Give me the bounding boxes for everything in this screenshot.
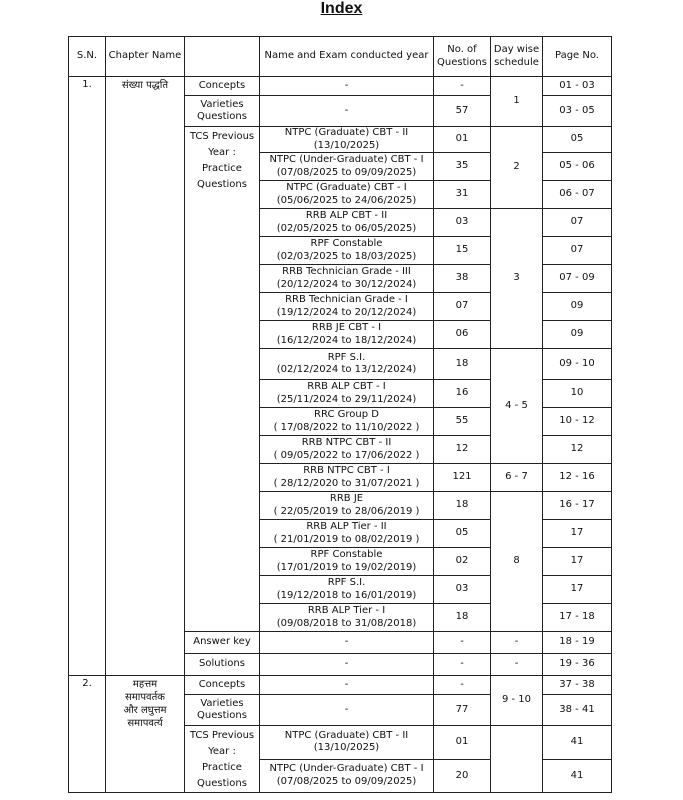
day-schedule: 1: [491, 77, 543, 127]
exam-name-line: (02/12/2024 to 13/12/2024): [276, 364, 417, 375]
question-count: 18: [434, 492, 491, 520]
question-count: 38: [434, 265, 491, 293]
header-sn: S.N.: [69, 37, 106, 77]
exam-name-line: (07/08/2025 to 09/09/2025): [276, 166, 417, 178]
exam-name-line: (13/10/2025): [313, 139, 380, 151]
exam-name-line: (20/12/2024 to 30/12/2024): [276, 278, 417, 290]
chapter-name-line: समापवर्त्य: [127, 718, 163, 729]
exam-name: [260, 604, 434, 632]
page-number: 07 - 09: [543, 265, 612, 293]
exam-name-line: RRB ALP CBT - II: [305, 210, 388, 221]
question-count: 12: [434, 436, 491, 464]
question-count: 31: [434, 181, 491, 209]
exam-name-line: (25/11/2024 to 29/11/2024): [276, 393, 417, 405]
page-number: 41: [543, 726, 612, 760]
question-count: 05: [434, 520, 491, 548]
question-count: 03: [434, 576, 491, 604]
section-label: Varieties Questions: [185, 96, 260, 127]
question-count: 18: [434, 604, 491, 632]
exam-name: [260, 321, 434, 349]
page-number: 12 - 16: [543, 464, 612, 492]
day-schedule: 3: [491, 209, 543, 349]
day-schedule: 6 - 7: [491, 464, 543, 492]
page-number: 07: [543, 237, 612, 265]
page-number: 09: [543, 293, 612, 321]
question-count: 77: [434, 695, 491, 726]
exam-name-line: (07/08/2025 to 09/09/2025): [276, 775, 417, 787]
question-count: -: [434, 632, 491, 654]
page-number: 17 - 18: [543, 604, 612, 632]
page-number: 41: [543, 759, 612, 793]
chapter-name: [106, 77, 185, 676]
exam-name-line: ( 17/08/2022 to 11/10/2022 ): [273, 421, 420, 433]
page-number: 10: [543, 380, 612, 408]
exam-name-line: RRB JE CBT - I: [311, 322, 382, 333]
question-count: 03: [434, 209, 491, 237]
exam-name-line: -: [344, 703, 349, 715]
exam-name: [260, 548, 434, 576]
exam-name-line: RRB JE: [329, 493, 364, 504]
exam-name: [260, 576, 434, 604]
day-schedule: 8: [491, 492, 543, 632]
exam-name-line: RPF S.I.: [327, 351, 366, 363]
section-label: Varieties Questions: [185, 695, 260, 726]
section-label: Answer key: [185, 632, 260, 654]
exam-name-line: RRB Technician Grade - III: [282, 266, 411, 277]
exam-name: [260, 632, 434, 654]
header-row: [69, 37, 612, 77]
page-number: 10 - 12: [543, 408, 612, 436]
exam-name: [260, 77, 434, 96]
page-number: 17: [543, 520, 612, 548]
exam-name: [260, 380, 434, 408]
exam-name: [260, 209, 434, 237]
table-row: [69, 77, 612, 96]
exam-name-line: NTPC (Graduate) CBT - II: [284, 127, 409, 138]
exam-name: [260, 153, 434, 181]
exam-name-line: ( 22/05/2019 to 28/06/2019 ): [273, 505, 420, 517]
header-blank: [185, 37, 260, 77]
exam-name-line: -: [344, 104, 349, 116]
chapter-name-line: और लघुत्तम: [123, 705, 167, 716]
chapter-name-line: संख्या पद्धति: [121, 80, 169, 91]
page-number: 17: [543, 576, 612, 604]
day-schedule: 2: [491, 127, 543, 209]
exam-name-line: (02/03/2025 to 18/03/2025): [276, 250, 417, 262]
question-count: -: [434, 654, 491, 676]
header-chapter: Chapter Name: [106, 37, 185, 77]
exam-name-line: ( 09/05/2022 to 17/06/2022 ): [273, 449, 420, 461]
index-table: [68, 36, 612, 793]
page-number: 03 - 05: [543, 96, 612, 127]
question-count: 35: [434, 153, 491, 181]
page-number: 09 - 10: [543, 349, 612, 380]
exam-name-line: (19/12/2024 to 20/12/2024): [276, 306, 417, 318]
day-schedule: 4 - 5: [491, 349, 543, 464]
exam-name: [260, 464, 434, 492]
exam-name: [260, 492, 434, 520]
question-count: 20: [434, 759, 491, 793]
question-count: 55: [434, 408, 491, 436]
exam-name-line: (02/05/2025 to 06/05/2025): [276, 222, 417, 234]
exam-name-line: NTPC (Graduate) CBT - II: [284, 729, 409, 741]
page-number: 18 - 19: [543, 632, 612, 654]
exam-name: [260, 726, 434, 760]
header-questions: No. of Questions: [434, 37, 491, 77]
exam-name-line: -: [344, 658, 349, 670]
exam-name-line: NTPC (Graduate) CBT - I: [286, 182, 407, 193]
exam-name-line: -: [344, 636, 349, 648]
question-count: 121: [434, 464, 491, 492]
exam-name: [260, 759, 434, 793]
chapter-name-line: महत्तम: [132, 679, 158, 690]
page-number: 38 - 41: [543, 695, 612, 726]
exam-name: [260, 237, 434, 265]
exam-name-line: RRB NTPC CBT - I: [303, 465, 390, 476]
question-count: -: [434, 77, 491, 96]
exam-name: [260, 127, 434, 153]
page-title: Index: [320, 0, 363, 17]
question-count: 06: [434, 321, 491, 349]
exam-name-line: NTPC (Under-Graduate) CBT - I: [269, 763, 424, 775]
exam-name-line: ( 21/01/2019 to 08/02/2019 ): [273, 533, 420, 545]
exam-name-line: NTPC (Under-Graduate) CBT - I: [269, 154, 424, 165]
serial-number: 1.: [69, 77, 106, 676]
page-number: 19 - 36: [543, 654, 612, 676]
section-label: Solutions: [185, 654, 260, 676]
table-row: [69, 676, 612, 695]
exam-name: [260, 520, 434, 548]
exam-name: [260, 265, 434, 293]
exam-name-line: ( 28/12/2020 to 31/07/2021 ): [273, 477, 420, 489]
exam-name-line: RRB NTPC CBT - II: [301, 437, 392, 448]
question-count: 18: [434, 349, 491, 380]
question-count: 07: [434, 293, 491, 321]
section-label: Concepts: [185, 676, 260, 695]
exam-name-line: -: [344, 678, 349, 690]
page-number: 07: [543, 209, 612, 237]
exam-name-line: RPF S.I.: [327, 577, 366, 588]
exam-name: [260, 676, 434, 695]
exam-name-line: (16/12/2024 to 18/12/2024): [276, 334, 417, 346]
exam-name-line: (19/12/2018 to 16/01/2019): [276, 589, 417, 601]
page-number: 05 - 06: [543, 153, 612, 181]
question-count: 15: [434, 237, 491, 265]
header-page: Page No.: [543, 37, 612, 77]
exam-name-line: (13/10/2025): [313, 742, 380, 754]
exam-name-line: RRB Technician Grade - I: [285, 294, 408, 305]
question-count: -: [434, 676, 491, 695]
day-schedule: -: [491, 654, 543, 676]
chapter-name: [106, 676, 185, 793]
question-count: 01: [434, 726, 491, 760]
exam-name-line: RPF Constable: [310, 549, 383, 560]
page-number: 16 - 17: [543, 492, 612, 520]
question-count: 02: [434, 548, 491, 576]
question-count: 57: [434, 96, 491, 127]
day-schedule: -: [491, 632, 543, 654]
page-number: 06 - 07: [543, 181, 612, 209]
page-number: 37 - 38: [543, 676, 612, 695]
page-number: 09: [543, 321, 612, 349]
day-schedule: 9 - 10: [491, 676, 543, 726]
header-schedule: Day wise schedule: [491, 37, 543, 77]
exam-name: [260, 96, 434, 127]
chapter-name-line: समापवर्तक: [125, 692, 165, 703]
exam-name: [260, 293, 434, 321]
exam-name: [260, 349, 434, 380]
exam-name-line: RRB ALP CBT - I: [307, 381, 386, 392]
question-count: 16: [434, 380, 491, 408]
exam-name: [260, 654, 434, 676]
exam-name: [260, 408, 434, 436]
exam-name: [260, 436, 434, 464]
section-label: TCS Previous Year : Practice Questions: [185, 127, 260, 632]
section-label: Concepts: [185, 77, 260, 96]
page-number: 17: [543, 548, 612, 576]
serial-number: 2.: [69, 676, 106, 793]
page-number: 05: [543, 127, 612, 153]
exam-name-line: RRC Group D: [314, 409, 379, 420]
page-number: 12: [543, 436, 612, 464]
exam-name-line: RRB ALP Tier - II: [306, 521, 387, 532]
exam-name-line: RPF Constable: [310, 238, 383, 249]
exam-name-line: -: [344, 79, 349, 91]
exam-name: [260, 695, 434, 726]
section-label: TCS Previous Year : Practice Questions: [185, 726, 260, 793]
header-name: Name and Exam conducted year: [260, 37, 434, 77]
exam-name: [260, 181, 434, 209]
day-schedule: [491, 726, 543, 793]
exam-name-line: (05/06/2025 to 24/06/2025): [276, 194, 417, 206]
page-number: 01 - 03: [543, 77, 612, 96]
exam-name-line: (09/08/2018 to 31/08/2018): [276, 617, 417, 629]
exam-name-line: RRB ALP Tier - I: [307, 605, 386, 616]
question-count: 01: [434, 127, 491, 153]
exam-name-line: (17/01/2019 to 19/02/2019): [276, 561, 417, 573]
